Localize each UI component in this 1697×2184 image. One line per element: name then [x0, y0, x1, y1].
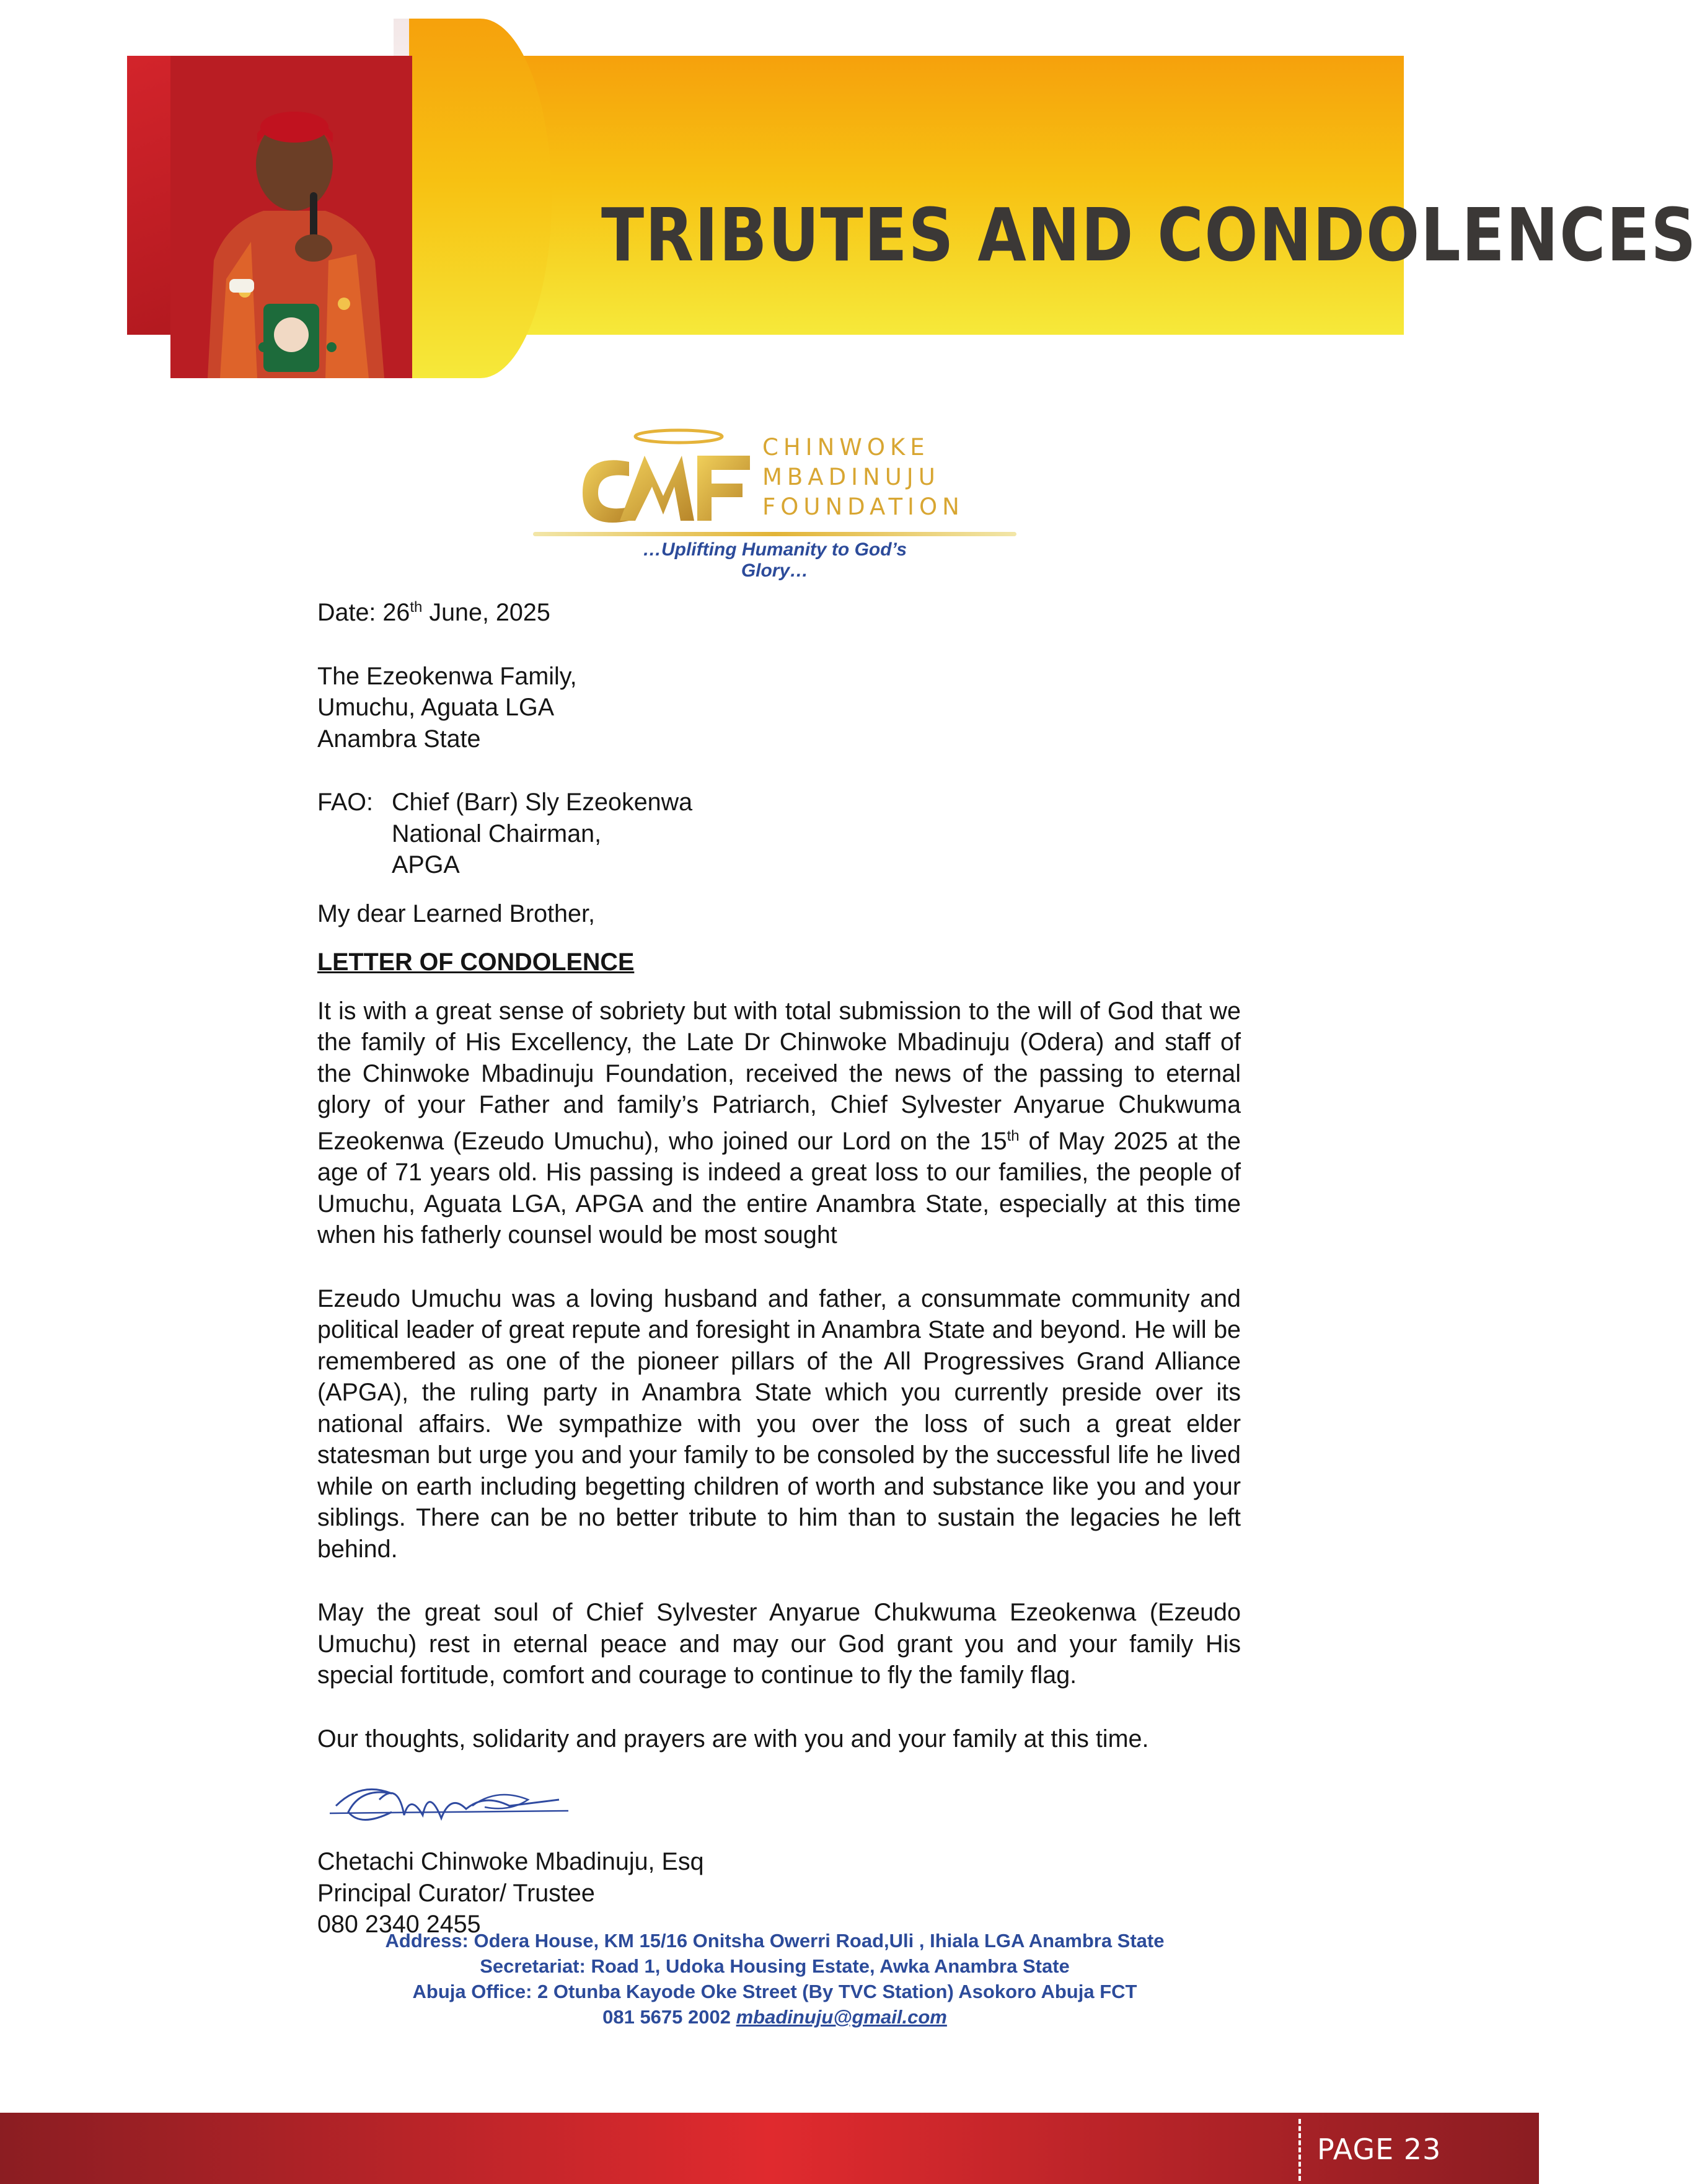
fao-label: FAO:: [317, 789, 373, 816]
foundation-name-line3: FOUNDATION: [762, 493, 964, 520]
page-separator: [1298, 2119, 1301, 2181]
foundation-logo: [533, 409, 1016, 581]
signature: [317, 1772, 1241, 1846]
banner-curve-inner: [409, 19, 552, 378]
footer-abuja-line: Abuja Office: 2 Otunba Kayode Oke Street (By TVC Station) Asokoro Abuja FCT: [412, 1981, 1137, 2002]
cmf-logo-icon: [570, 428, 756, 533]
fao-line2: National Chairman,: [392, 820, 602, 847]
recipient-line3: Anambra State: [317, 725, 481, 753]
fao-block: [317, 787, 1241, 881]
signature-icon: [324, 1769, 584, 1843]
foundation-name-line1: CHINWOKE: [762, 434, 930, 461]
letter-heading: LETTER OF CONDOLENCE: [317, 948, 635, 976]
paragraph-3: May the great soul of Chief Sylvester Anyarue Chukwuma Ezeokenwa (Ezeudo Umuchu) rest in eternal peace and may our God grant you and your family His special fortitude, comfort and courage to continue to fly the family flag.: [317, 1599, 1241, 1689]
salutation: My dear Learned Brother,: [317, 900, 595, 927]
footer-phone: 081 5675 2002: [602, 2006, 736, 2028]
signer-phone: 080 2340 2455: [317, 1911, 481, 1939]
fao-line1: Chief (Barr) Sly Ezeokenwa: [392, 789, 693, 816]
page-number: PAGE 23: [1317, 2133, 1442, 2166]
page-title: TRIBUTES AND CONDOLENCES: [601, 192, 1697, 278]
signer-title: Principal Curator/ Trustee: [317, 1879, 595, 1907]
fao-line3: APGA: [392, 851, 460, 879]
paragraph-4: Our thoughts, solidarity and prayers are with you and your family at this time.: [317, 1725, 1149, 1753]
recipient-line2: Umuchu, Aguata LGA: [317, 694, 555, 722]
signer-name: Chetachi Chinwoke Mbadinuju, Esq: [317, 1848, 704, 1876]
recipient-line1: The Ezeokenwa Family,: [317, 662, 577, 690]
footer-address-line: Address: Odera House, KM 15/16 Onitsha Owerri Road,Uli , Ihiala LGA Anambra State: [385, 1930, 1165, 1952]
foundation-name-line2: MBADINUJU: [762, 464, 940, 490]
footer-address: [248, 1928, 1302, 2030]
letter-body: [317, 592, 1241, 1940]
footer-email-link[interactable]: mbadinuju@gmail.com: [736, 2006, 947, 2028]
letter-date: Date: 26th June, 2025: [317, 599, 550, 627]
footer-secretariat-line: Secretariat: Road 1, Udoka Housing Estate, Awka Anambra State: [480, 1955, 1070, 1977]
portrait-photo: [170, 56, 412, 378]
foundation-name: [762, 433, 964, 522]
bottom-bar: [0, 2113, 1539, 2184]
paragraph-1: It is with a great sense of sobriety but with total submission to the will of God that we the family of His Excellency, the Late Dr Chinwoke Mbadinuju (Odera) and staff of the Chinwoke Mbadinuju Foundation, received the news of the passing to eternal glory of your Father and family’s Patriarch, Chief Sylvester Anyarue Chukwuma Ezeokenwa (Ezeudo Umuchu), who joined our Lord on the 15th of May 2025 at the age of 71 years old. His passing is indeed a great loss to our families, the people of Umuchu, Aguata LGA, APGA and the entire Anambra State, especially at this time when his fatherly counsel would be most sought: [317, 997, 1241, 1249]
logo-underline: [533, 532, 1016, 536]
footer-contact-line: [248, 2004, 1302, 2030]
paragraph-2: Ezeudo Umuchu was a loving husband and father, a consummate community and political leader of great repute and foresight in Anambra State and beyond. He will be remembered as one of the pioneer pillars of the All Progressives Grand Alliance (APGA), the ruling party in Anambra State which you currently preside over its national affairs. We sympathize with you over the loss of such a great elder statesman but urge you and your family to be consoled by the successful life he lived while on earth including begetting children of worth and substance like you and your siblings. There can be no better tribute to him than to sustain the legacies he left behind.: [317, 1284, 1241, 1563]
foundation-tagline: …Uplifting Humanity to God’s Glory…: [642, 539, 907, 581]
